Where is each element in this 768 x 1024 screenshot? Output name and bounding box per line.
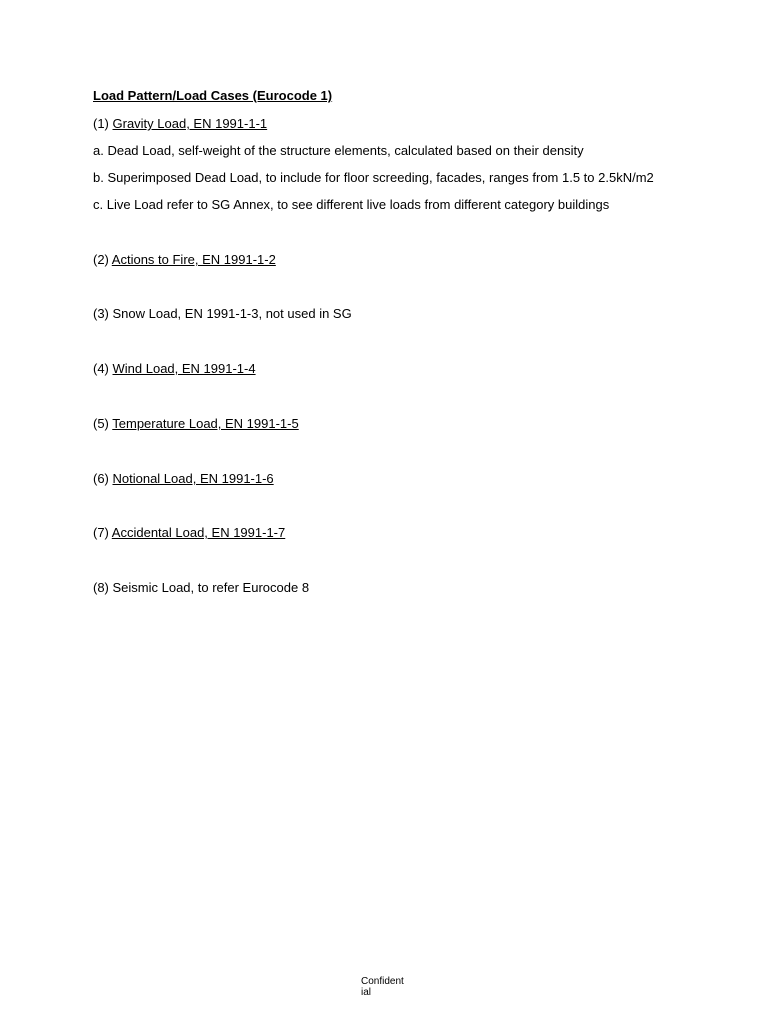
item-link-text: Wind Load, EN 1991-1-4 [112,361,256,376]
item-number: (7) [93,525,112,540]
item-temperature-load [93,416,299,432]
item-actions-to-fire [93,252,276,268]
item-link-text: Temperature Load, EN 1991-1-5 [112,416,299,431]
footer-line-1: Confident [361,976,404,987]
item-link-text: Actions to Fire, EN 1991-1-2 [111,252,276,267]
footer-line-2: ial [361,987,372,998]
item-link-text: Gravity Load, EN 1991-1-1 [112,116,268,131]
confidential-footer [361,976,421,998]
item-number: (6) [93,471,113,486]
item-seismic-load: (8) Seismic Load, to refer Eurocode 8 [93,580,310,595]
item-link-text: Notional Load, EN 1991-1-6 [112,471,274,486]
item-number: (2) [93,252,112,267]
item-dead-load: a. Dead Load, self-weight of the structure elements, calculated based on their density [93,143,584,158]
item-number: (5) [93,416,113,431]
item-link-text: Accidental Load, EN 1991-1-7 [111,525,286,540]
document-title: Load Pattern/Load Cases (Eurocode 1) [93,88,333,103]
item-wind-load [93,361,256,377]
item-number: (4) [93,361,113,376]
item-superimposed-dead-load: b. Superimposed Dead Load, to include for floor screeding, facades, ranges from 1.5 to 2.5kN/m2 [93,170,654,185]
item-accidental-load [93,525,285,541]
item-snow-load: (3) Snow Load, EN 1991-1-3, not used in SG [93,306,352,321]
item-gravity-load [93,116,267,132]
item-number: (1) [93,116,113,131]
item-notional-load [93,471,274,487]
item-live-load: c. Live Load refer to SG Annex, to see different live loads from different category buildings [93,197,610,212]
